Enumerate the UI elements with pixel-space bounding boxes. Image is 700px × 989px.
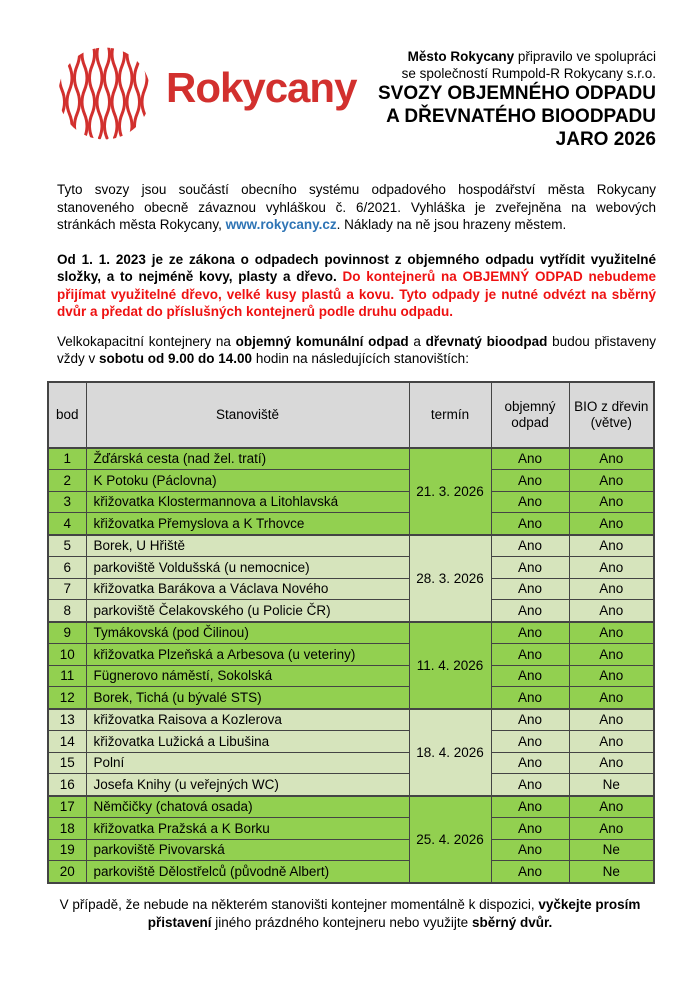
schedule-table (47, 381, 655, 884)
table-row (48, 513, 654, 535)
schedule-tbody (48, 448, 654, 883)
cell-bulky-waste: Ano (491, 600, 569, 622)
cell-point-number: 13 (48, 709, 86, 731)
cell-point-number: 18 (48, 818, 86, 840)
cell-bio-waste: Ano (569, 665, 654, 687)
cell-point-number: 14 (48, 731, 86, 753)
cell-bio-waste: Ano (569, 731, 654, 753)
cell-bulky-waste: Ano (491, 448, 569, 470)
table-row (48, 665, 654, 687)
table-row (48, 600, 654, 622)
table-row (48, 470, 654, 492)
cell-location: křižovatka Raisova a Kozlerova (86, 709, 409, 731)
cell-bulky-waste: Ano (491, 839, 569, 861)
cell-point-number: 19 (48, 839, 86, 861)
table-row (48, 578, 654, 600)
col-header-date: termín (409, 382, 491, 448)
cell-point-number: 9 (48, 622, 86, 644)
cell-bio-waste: Ano (569, 535, 654, 557)
cell-bio-waste: Ano (569, 796, 654, 818)
cell-bulky-waste: Ano (491, 861, 569, 883)
cell-bulky-waste: Ano (491, 644, 569, 666)
schedule-intro-paragraph: Velkokapacitní kontejnery na objemný komunální odpad a dřevnatý bioodpad budou přistaveny vždy v sobotu od 9.00 do 14.00 hodin na následujících stanovištích: (57, 333, 656, 366)
cell-bio-waste: Ano (569, 557, 654, 579)
cell-bio-waste: Ne (569, 861, 654, 883)
cell-point-number: 3 (48, 491, 86, 513)
cell-bulky-waste: Ano (491, 818, 569, 840)
rokycany-website-link[interactable]: www.rokycany.cz (225, 217, 337, 232)
cell-bio-waste: Ano (569, 687, 654, 709)
cell-location: křižovatka Pražská a K Borku (86, 818, 409, 840)
cell-point-number: 1 (48, 448, 86, 470)
cell-location: Borek, Tichá (u bývalé STS) (86, 687, 409, 709)
cell-bio-waste: Ano (569, 600, 654, 622)
cell-point-number: 7 (48, 578, 86, 600)
footer-note: V případě, že nebude na některém stanovišti kontejner momentálně k dispozici, vyčkejte prosím přistavení jiného prázdného kontejneru nebo využijte sběrný dvůr. (59, 896, 641, 930)
cell-location: Borek, U Hřiště (86, 535, 409, 557)
cell-location: parkoviště Čelakovského (u Policie ČR) (86, 600, 409, 622)
col-header-point: bod (48, 382, 86, 448)
cell-location: křižovatka Klostermannova a Litohlavská (86, 491, 409, 513)
cell-bio-waste: Ano (569, 513, 654, 535)
notice-paragraph: Od 1. 1. 2023 je ze zákona o odpadech povinnost z objemného odpadu vytřídit využitelné složky, a to nejméně kovy, plasty a dřevo. Do kontejnerů na OBJEMNÝ ODPAD nebudeme přijímat využitelné dřevo, velké kusy plastů a kovu. Tyto odpady je nutné odvézt na sběrný dvůr a předat do příslušných kontejnerů podle druhu odpadu. (57, 251, 656, 319)
cell-bulky-waste: Ano (491, 752, 569, 774)
cell-location: křižovatka Plzeňská a Arbesova (u veteriny) (86, 644, 409, 666)
cell-date: 28. 3. 2026 (409, 535, 491, 622)
header-row (48, 382, 654, 448)
cell-point-number: 16 (48, 774, 86, 796)
cell-point-number: 11 (48, 665, 86, 687)
header-intro-line2: se společností Rumpold-R Rokycany s.r.o. (401, 66, 656, 81)
table-row (48, 796, 654, 818)
cell-bulky-waste: Ano (491, 513, 569, 535)
page-title-line2: A DŘEVNATÉHO BIOODPADU (386, 106, 656, 127)
table-row (48, 687, 654, 709)
cell-point-number: 4 (48, 513, 86, 535)
col-header-bio: BIO z dřevin (větve) (569, 382, 654, 448)
cell-point-number: 5 (48, 535, 86, 557)
cell-point-number: 17 (48, 796, 86, 818)
cell-point-number: 15 (48, 752, 86, 774)
cell-bio-waste: Ano (569, 578, 654, 600)
header (0, 0, 700, 151)
table-row (48, 818, 654, 840)
col-header-bulky-waste: objemný odpad (491, 382, 569, 448)
cell-bulky-waste: Ano (491, 578, 569, 600)
cell-point-number: 8 (48, 600, 86, 622)
cell-bulky-waste: Ano (491, 774, 569, 796)
cell-date: 25. 4. 2026 (409, 796, 491, 883)
cell-bio-waste: Ano (569, 622, 654, 644)
page-title-line3: JARO 2026 (555, 129, 656, 150)
table-row (48, 752, 654, 774)
cell-location: křižovatka Lužická a Libušina (86, 731, 409, 753)
cell-point-number: 12 (48, 687, 86, 709)
cell-location: křižovatka Přemyslova a K Trhovce (86, 513, 409, 535)
header-intro-line1: Město Rokycany připravilo ve spolupráci (407, 49, 656, 64)
cell-bulky-waste: Ano (491, 665, 569, 687)
cell-location: Josefa Knihy (u veřejných WC) (86, 774, 409, 796)
cell-date: 11. 4. 2026 (409, 622, 491, 709)
table-row (48, 861, 654, 883)
cell-location: Polní (86, 752, 409, 774)
cell-bio-waste: Ne (569, 774, 654, 796)
cell-point-number: 10 (48, 644, 86, 666)
col-header-location: Stanoviště (86, 382, 409, 448)
cell-bio-waste: Ano (569, 644, 654, 666)
table-row (48, 774, 654, 796)
cell-bio-waste: Ano (569, 470, 654, 492)
cell-bio-waste: Ne (569, 839, 654, 861)
cell-bulky-waste: Ano (491, 470, 569, 492)
table-row (48, 731, 654, 753)
cell-bio-waste: Ano (569, 491, 654, 513)
cell-location: Fügnerovo náměstí, Sokolská (86, 665, 409, 687)
cell-location: parkoviště Pivovarská (86, 839, 409, 861)
cell-date: 18. 4. 2026 (409, 709, 491, 796)
table-row (48, 448, 654, 470)
intro-paragraph: Tyto svozy jsou součástí obecního systému odpadového hospodářství města Rokycany stanoveného obecně závaznou vyhláškou č. 6/2021. Vyhláška je zveřejněna na webových stránkách města Rokycany, www.rokycany.cz. Náklady na ně jsou hrazeny městem. (57, 182, 656, 232)
cell-bulky-waste: Ano (491, 796, 569, 818)
cell-bio-waste: Ano (569, 709, 654, 731)
table-row (48, 709, 654, 731)
cell-bulky-waste: Ano (491, 622, 569, 644)
cell-point-number: 20 (48, 861, 86, 883)
cell-location: Němčičky (chatová osada) (86, 796, 409, 818)
cell-location: parkoviště Voldušská (u nemocnice) (86, 557, 409, 579)
logo-wordmark: Rokycany (166, 63, 357, 111)
table-row (48, 644, 654, 666)
table-row (48, 839, 654, 861)
cell-point-number: 2 (48, 470, 86, 492)
table-row (48, 535, 654, 557)
cell-bulky-waste: Ano (491, 731, 569, 753)
cell-bulky-waste: Ano (491, 687, 569, 709)
cell-point-number: 6 (48, 557, 86, 579)
cell-bulky-waste: Ano (491, 535, 569, 557)
cell-location: K Potoku (Páclovna) (86, 470, 409, 492)
cell-location: Tymákovská (pod Čilinou) (86, 622, 409, 644)
rokycany-logo (57, 46, 356, 141)
cell-bulky-waste: Ano (491, 491, 569, 513)
cell-location: Žďárská cesta (nad žel. tratí) (86, 448, 409, 470)
table-row (48, 557, 654, 579)
red-warning-text: Do kontejnerů na OBJEMNÝ ODPAD nebudeme přijímat využitelné dřevo, velké kusy plastů a kovu. Tyto odpady je nutné odvézt na sběrný dvůr a předat do příslušných kontejnerů podle druhu odpadu. (57, 269, 656, 319)
cell-location: křižovatka Barákova a Václava Nového (86, 578, 409, 600)
cell-bio-waste: Ano (569, 448, 654, 470)
cell-bulky-waste: Ano (491, 709, 569, 731)
cell-bulky-waste: Ano (491, 557, 569, 579)
table-row (48, 622, 654, 644)
body-content (0, 181, 700, 368)
page-title-line1: SVOZY OBJEMNÉHO ODPADU (377, 83, 656, 104)
fingerprint-icon (57, 46, 152, 141)
header-text-block (378, 48, 656, 151)
table-row (48, 491, 654, 513)
cell-location: parkoviště Dělostřelců (původně Albert) (86, 861, 409, 883)
cell-date: 21. 3. 2026 (409, 448, 491, 535)
cell-bio-waste: Ano (569, 752, 654, 774)
cell-bio-waste: Ano (569, 818, 654, 840)
schedule-table-head (48, 382, 654, 448)
